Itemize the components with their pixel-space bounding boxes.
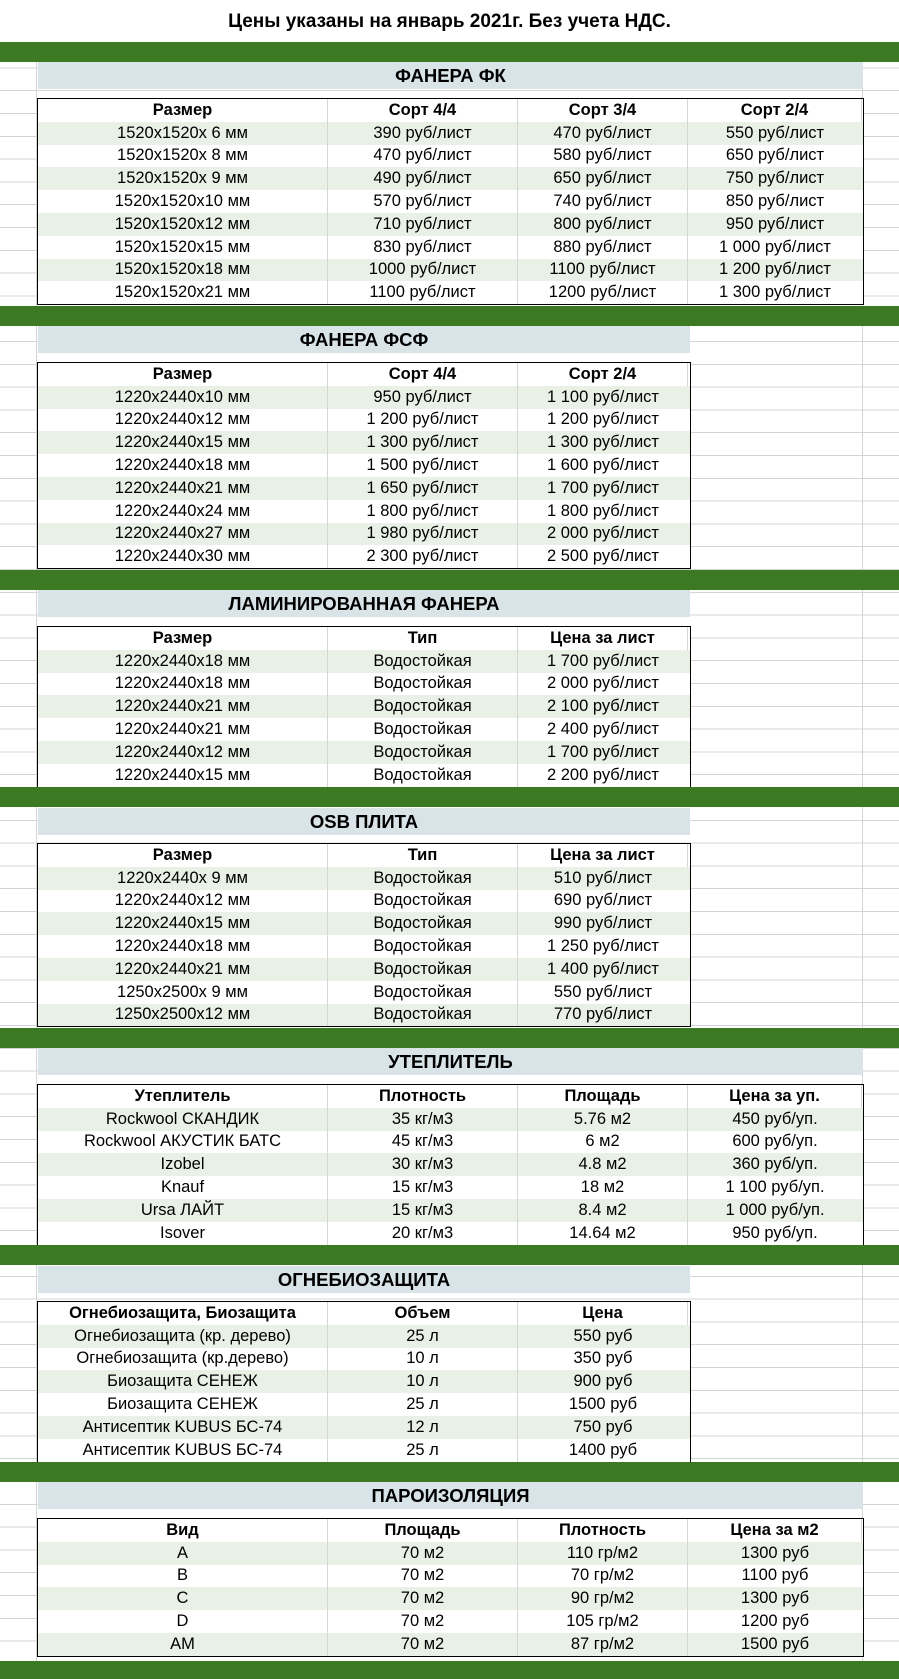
price-table	[37, 362, 691, 569]
table-row	[38, 1542, 863, 1565]
table-cell: 5.76 м2	[518, 1108, 688, 1131]
table-cell: Водостойкая	[328, 958, 518, 981]
table-cell: 1 700 руб/лист	[547, 742, 659, 761]
table-cell: 950 руб/лист	[725, 214, 825, 233]
table-cell: 1220x2440x18 мм	[38, 673, 328, 696]
table-cell: 70 м2	[328, 1633, 518, 1656]
column-header: Цена за м2	[688, 1519, 862, 1542]
table-header-row	[38, 627, 690, 650]
table-row	[38, 167, 863, 190]
table-cell: Водостойкая	[328, 764, 518, 787]
table-cell: 1 200 руб/лист	[328, 409, 518, 432]
table-cell: 650 руб/лист	[518, 167, 688, 190]
table-cell: 470 руб/лист	[328, 145, 518, 168]
table-cell: 105 гр/м2	[518, 1610, 688, 1633]
table-cell: 35 кг/м3	[328, 1108, 518, 1131]
table-row	[38, 1587, 863, 1610]
table-row	[38, 1416, 690, 1439]
price-table	[37, 1518, 864, 1657]
section-divider	[0, 306, 899, 326]
table-cell: 25 л	[328, 1325, 518, 1348]
column-header: Цена	[518, 1302, 688, 1325]
price-table	[37, 626, 691, 788]
section-title: УТЕПЛИТЕЛЬ	[38, 1048, 863, 1075]
table-cell: 1000 руб/лист	[328, 259, 518, 282]
table-cell: 30 кг/м3	[328, 1153, 518, 1176]
table-cell: 1400 руб	[568, 1440, 638, 1459]
table-cell: 1 700 руб/лист	[547, 651, 659, 670]
table-cell: 1300 руб	[740, 1589, 810, 1608]
table-cell: 990 руб/лист	[553, 914, 653, 933]
table-row	[38, 1199, 863, 1222]
column-header: Сорт 4/4	[328, 99, 518, 122]
table-cell: 2 200 руб/лист	[547, 765, 659, 784]
table-cell: 390 руб/лист	[328, 122, 518, 145]
table-row	[38, 981, 690, 1004]
table-row	[38, 912, 690, 935]
column-header: Сорт 3/4	[518, 99, 688, 122]
section-title: ФАНЕРА ФК	[38, 62, 863, 89]
column-header: Цена за лист	[518, 627, 688, 650]
table-cell: C	[38, 1587, 328, 1610]
table-row	[38, 523, 690, 546]
table-cell: 1220x2440x15 мм	[38, 764, 328, 787]
table-row	[38, 190, 863, 213]
table-cell: 4.8 м2	[518, 1153, 688, 1176]
table-row	[38, 1633, 863, 1656]
table-cell: Водостойкая	[328, 890, 518, 913]
table-cell: 1220x2440x 9 мм	[38, 867, 328, 890]
table-cell: 1100 руб/лист	[328, 281, 518, 304]
table-row	[38, 409, 690, 432]
table-row	[38, 1610, 863, 1633]
table-cell: Водостойкая	[328, 912, 518, 935]
table-cell: 8.4 м2	[518, 1199, 688, 1222]
table-row	[38, 545, 690, 568]
table-cell: Водостойкая	[328, 650, 518, 673]
table-cell: 770 руб/лист	[553, 1005, 653, 1024]
table-row	[38, 454, 690, 477]
table-cell: 950 руб/уп.	[732, 1223, 818, 1242]
table-cell: 690 руб/лист	[553, 891, 653, 910]
table-cell: 1220x2440x10 мм	[38, 386, 328, 409]
column-header: Площадь	[518, 1085, 688, 1108]
table-cell: 1250x2500x 9 мм	[38, 981, 328, 1004]
table-row	[38, 1108, 863, 1131]
table-cell: 1220x2440x21 мм	[38, 695, 328, 718]
table-row	[38, 1222, 863, 1245]
table-cell: Биозащита СЕНЕЖ	[38, 1393, 328, 1416]
table-cell: Водостойкая	[328, 867, 518, 890]
section-title: ОГНЕБИОЗАЩИТА	[38, 1266, 690, 1293]
section-divider	[0, 1462, 899, 1482]
table-cell: 70 м2	[328, 1610, 518, 1633]
table-cell: 10 л	[328, 1370, 518, 1393]
column-header: Цена за лист	[518, 844, 688, 867]
table-cell: 1100 руб	[741, 1566, 809, 1585]
table-row	[38, 741, 690, 764]
table-cell: 800 руб/лист	[518, 213, 688, 236]
table-cell: 1520x1520x18 мм	[38, 259, 328, 282]
table-cell: 6 м2	[518, 1131, 688, 1154]
price-table	[37, 1301, 691, 1463]
table-cell: Антисептик KUBUS БС-74	[38, 1439, 328, 1462]
table-cell: 1 250 руб/лист	[547, 937, 659, 956]
table-cell: 1 000 руб/уп.	[725, 1200, 825, 1219]
table-cell: 750 руб/лист	[725, 169, 825, 188]
table-cell: 1 200 руб/лист	[547, 410, 659, 429]
table-row	[38, 718, 690, 741]
table-cell: 14.64 м2	[518, 1222, 688, 1245]
table-cell: 470 руб/лист	[518, 122, 688, 145]
table-row	[38, 650, 690, 673]
table-cell: 1 800 руб/лист	[328, 500, 518, 523]
table-row	[38, 281, 863, 304]
table-cell: 87 гр/м2	[518, 1633, 688, 1656]
table-cell: A	[38, 1542, 328, 1565]
section-title: OSB ПЛИТА	[38, 808, 690, 835]
column-header: Площадь	[328, 1519, 518, 1542]
table-cell: Knauf	[38, 1176, 328, 1199]
table-row	[38, 1004, 690, 1027]
table-cell: 2 500 руб/лист	[547, 547, 659, 566]
table-cell: 570 руб/лист	[328, 190, 518, 213]
table-cell: 25 л	[328, 1393, 518, 1416]
table-cell: 580 руб/лист	[518, 145, 688, 168]
table-row	[38, 259, 863, 282]
table-cell: D	[38, 1610, 328, 1633]
table-header-row	[38, 363, 690, 386]
table-cell: 1 100 руб/лист	[547, 387, 659, 406]
table-cell: 2 400 руб/лист	[547, 720, 659, 739]
table-cell: 1 980 руб/лист	[328, 523, 518, 546]
table-cell: 1220x2440x18 мм	[38, 454, 328, 477]
table-cell: 1220x2440x15 мм	[38, 431, 328, 454]
table-row	[38, 695, 690, 718]
table-cell: Rockwool АКУСТИК БАТС	[38, 1131, 328, 1154]
table-cell: 10 л	[328, 1348, 518, 1371]
table-cell: 1 000 руб/лист	[719, 237, 831, 256]
table-cell: Rockwool СКАНДИК	[38, 1108, 328, 1131]
table-header-row	[38, 844, 690, 867]
table-cell: 1220x2440x12 мм	[38, 890, 328, 913]
column-header: Плотность	[518, 1519, 688, 1542]
table-cell: 1220x2440x30 мм	[38, 545, 328, 568]
table-cell: 70 гр/м2	[518, 1565, 688, 1588]
table-cell: 70 м2	[328, 1565, 518, 1588]
table-cell: Водостойкая	[328, 935, 518, 958]
table-row	[38, 500, 690, 523]
table-cell: 750 руб	[573, 1417, 633, 1436]
table-cell: 20 кг/м3	[328, 1222, 518, 1245]
table-cell: 900 руб	[573, 1372, 633, 1391]
table-cell: 1520x1520x 9 мм	[38, 167, 328, 190]
table-cell: 15 кг/м3	[328, 1199, 518, 1222]
table-header-row	[38, 1519, 863, 1542]
table-cell: 350 руб	[573, 1349, 633, 1368]
table-cell: 1250x2500x12 мм	[38, 1004, 328, 1027]
table-row	[38, 1393, 690, 1416]
table-cell: 1 200 руб/лист	[719, 260, 831, 279]
table-cell: 550 руб/лист	[553, 982, 653, 1001]
table-cell: Isover	[38, 1222, 328, 1245]
table-cell: 1 300 руб/лист	[719, 283, 831, 302]
table-cell: 1520x1520x 6 мм	[38, 122, 328, 145]
table-row	[38, 890, 690, 913]
table-cell: 600 руб/уп.	[732, 1132, 818, 1151]
section-title: ПАРОИЗОЛЯЦИЯ	[38, 1482, 863, 1509]
table-cell: 1500 руб	[740, 1634, 810, 1653]
table-cell: 1100 руб/лист	[518, 259, 688, 282]
page-title: Цены указаны на январь 2021г. Без учета НДС.	[0, 0, 899, 44]
table-row	[38, 764, 690, 787]
table-cell: 1220x2440x12 мм	[38, 741, 328, 764]
table-cell: 1200 руб	[740, 1612, 810, 1631]
table-cell: 650 руб/лист	[725, 146, 825, 165]
table-row	[38, 1565, 863, 1588]
table-cell: 1 100 руб/уп.	[725, 1178, 825, 1197]
table-cell: 1520x1520x 8 мм	[38, 145, 328, 168]
table-row	[38, 431, 690, 454]
table-cell: 830 руб/лист	[328, 236, 518, 259]
table-row	[38, 1439, 690, 1462]
table-cell: Ursa ЛАЙТ	[38, 1199, 328, 1222]
table-row	[38, 1348, 690, 1371]
column-header: Размер	[38, 99, 328, 122]
table-row	[38, 935, 690, 958]
table-cell: 550 руб/лист	[725, 123, 825, 142]
table-cell: 1220x2440x18 мм	[38, 935, 328, 958]
table-cell: 740 руб/лист	[518, 190, 688, 213]
table-cell: 1200 руб/лист	[518, 281, 688, 304]
table-cell: 1 500 руб/лист	[328, 454, 518, 477]
table-cell: 360 руб/уп.	[732, 1155, 818, 1174]
column-header: Сорт 2/4	[518, 363, 688, 386]
table-cell: Антисептик KUBUS БС-74	[38, 1416, 328, 1439]
column-header: Утеплитель	[38, 1085, 328, 1108]
table-cell: 1520x1520x12 мм	[38, 213, 328, 236]
table-cell: 90 гр/м2	[518, 1587, 688, 1610]
table-header-row	[38, 99, 863, 122]
table-row	[38, 1131, 863, 1154]
table-header-row	[38, 1085, 863, 1108]
table-row	[38, 867, 690, 890]
table-cell: 1520x1520x21 мм	[38, 281, 328, 304]
column-header: Размер	[38, 844, 328, 867]
table-row	[38, 386, 690, 409]
table-cell: 45 кг/м3	[328, 1131, 518, 1154]
price-table	[37, 843, 691, 1027]
price-table	[37, 1084, 864, 1246]
table-cell: B	[38, 1565, 328, 1588]
table-cell: 1220x2440x24 мм	[38, 500, 328, 523]
table-cell: 1 650 руб/лист	[328, 477, 518, 500]
column-header: Тип	[328, 627, 518, 650]
table-row	[38, 1325, 690, 1348]
table-cell: 950 руб/лист	[328, 386, 518, 409]
section-divider	[0, 1245, 899, 1265]
section-divider	[0, 1661, 899, 1679]
table-row	[38, 673, 690, 696]
table-cell: 1520x1520x10 мм	[38, 190, 328, 213]
section-title: ФАНЕРА ФСФ	[38, 326, 690, 353]
table-cell: 15 кг/м3	[328, 1176, 518, 1199]
table-cell: 550 руб	[573, 1326, 633, 1345]
table-cell: 1220x2440x21 мм	[38, 958, 328, 981]
table-row	[38, 213, 863, 236]
table-cell: 70 м2	[328, 1587, 518, 1610]
column-header: Размер	[38, 363, 328, 386]
column-header: Объем	[328, 1302, 518, 1325]
table-cell: 1220x2440x15 мм	[38, 912, 328, 935]
table-cell: Водостойкая	[328, 981, 518, 1004]
table-row	[38, 236, 863, 259]
column-header: Вид	[38, 1519, 328, 1542]
table-cell: 880 руб/лист	[518, 236, 688, 259]
table-cell: Огнебиозащита (кр.дерево)	[38, 1348, 328, 1371]
table-cell: 1 600 руб/лист	[547, 456, 659, 475]
table-cell: 450 руб/уп.	[732, 1109, 818, 1128]
table-cell: 850 руб/лист	[725, 192, 825, 211]
price-table	[37, 98, 864, 305]
column-header: Огнебиозащита, Биозащита	[38, 1302, 328, 1325]
table-cell: 110 гр/м2	[518, 1542, 688, 1565]
table-cell: 1220x2440x12 мм	[38, 409, 328, 432]
table-cell: 25 л	[328, 1439, 518, 1462]
table-cell: 2 000 руб/лист	[547, 524, 659, 543]
table-cell: AM	[38, 1633, 328, 1656]
column-header: Сорт 2/4	[688, 99, 862, 122]
table-cell: 1220x2440x18 мм	[38, 650, 328, 673]
column-header: Сорт 4/4	[328, 363, 518, 386]
table-cell: Водостойкая	[328, 695, 518, 718]
table-row	[38, 145, 863, 168]
table-row	[38, 958, 690, 981]
table-cell: 510 руб/лист	[553, 868, 653, 887]
table-cell: Биозащита СЕНЕЖ	[38, 1370, 328, 1393]
table-cell: 2 300 руб/лист	[328, 545, 518, 568]
table-row	[38, 1176, 863, 1199]
table-cell: 1220x2440x21 мм	[38, 718, 328, 741]
table-row	[38, 1153, 863, 1176]
column-header: Плотность	[328, 1085, 518, 1108]
column-header: Цена за уп.	[688, 1085, 862, 1108]
table-cell: 2 100 руб/лист	[547, 697, 659, 716]
table-cell: 1 800 руб/лист	[547, 501, 659, 520]
table-cell: Огнебиозащита (кр. дерево)	[38, 1325, 328, 1348]
table-cell: 2 000 руб/лист	[547, 674, 659, 693]
table-cell: 1 300 руб/лист	[328, 431, 518, 454]
table-cell: 1520x1520x15 мм	[38, 236, 328, 259]
table-cell: 1220x2440x21 мм	[38, 477, 328, 500]
table-cell: 490 руб/лист	[328, 167, 518, 190]
table-cell: Водостойкая	[328, 718, 518, 741]
column-header: Размер	[38, 627, 328, 650]
section-divider	[0, 570, 899, 590]
table-cell: 1 300 руб/лист	[547, 433, 659, 452]
section-divider	[0, 1028, 899, 1048]
table-cell: Водостойкая	[328, 673, 518, 696]
table-cell: 1300 руб	[740, 1543, 810, 1562]
table-row	[38, 1370, 690, 1393]
table-cell: Водостойкая	[328, 741, 518, 764]
column-header: Тип	[328, 844, 518, 867]
table-cell: 1500 руб	[568, 1395, 638, 1414]
section-divider	[0, 787, 899, 807]
table-cell: 18 м2	[518, 1176, 688, 1199]
table-cell: 12 л	[328, 1416, 518, 1439]
table-cell: 1220x2440x27 мм	[38, 523, 328, 546]
section-title: ЛАМИНИРОВАННАЯ ФАНЕРА	[38, 590, 690, 617]
table-header-row	[38, 1302, 690, 1325]
table-cell: Izobel	[38, 1153, 328, 1176]
table-cell: 1 400 руб/лист	[547, 959, 659, 978]
section-divider	[0, 42, 899, 62]
table-cell: 710 руб/лист	[328, 213, 518, 236]
table-cell: Водостойкая	[328, 1004, 518, 1027]
table-row	[38, 122, 863, 145]
table-cell: 1 700 руб/лист	[547, 478, 659, 497]
table-cell: 70 м2	[328, 1542, 518, 1565]
table-row	[38, 477, 690, 500]
